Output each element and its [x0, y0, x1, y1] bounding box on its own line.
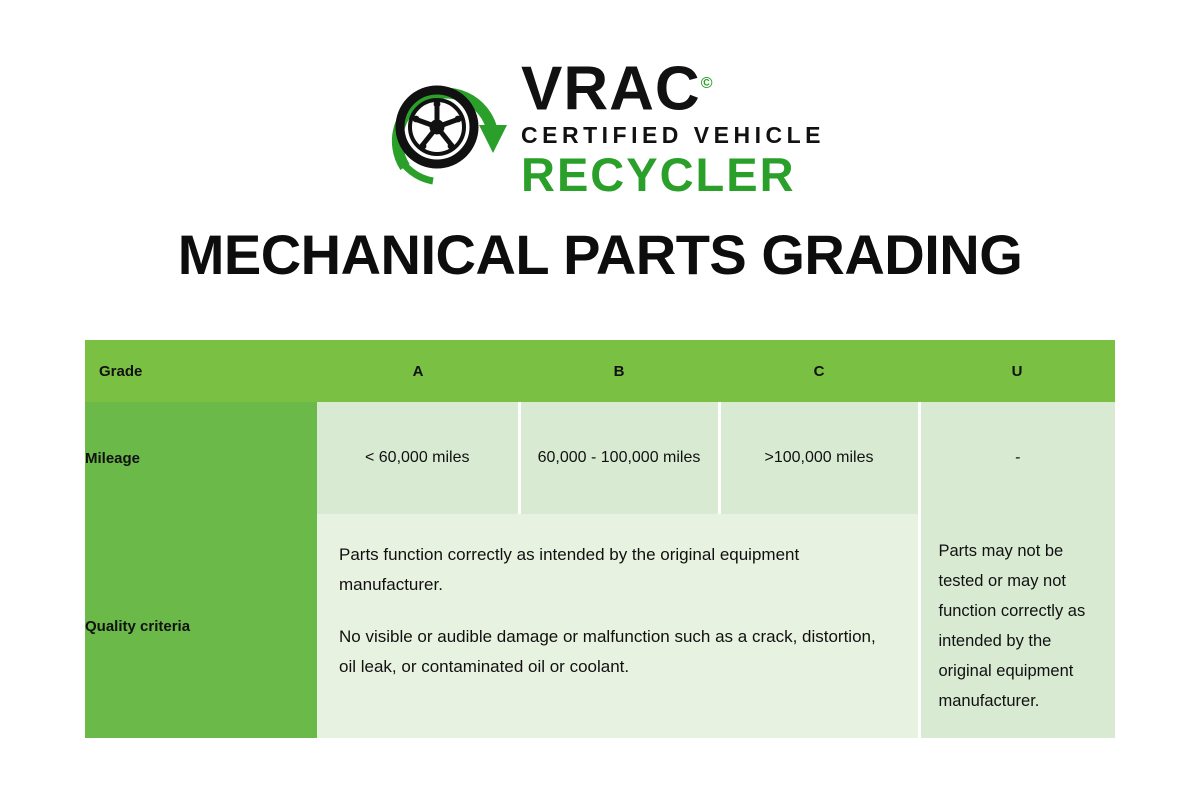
mileage-grade-b: 60,000 - 100,000 miles — [519, 402, 719, 514]
mileage-grade-c: >100,000 miles — [719, 402, 919, 514]
row-label-quality-criteria: Quality criteria — [85, 514, 317, 738]
wheel-recycle-icon — [375, 57, 515, 197]
logo-brand-text: VRAC — [521, 54, 701, 124]
mileage-grade-a: < 60,000 miles — [317, 402, 519, 514]
logo-inner — [375, 55, 825, 199]
quality-paragraph-2: No visible or audible damage or malfunction such as a crack, distortion, oil leak, or contaminated oil or coolant. — [339, 627, 876, 676]
brand-logo — [0, 52, 1200, 202]
header-cell-grade: Grade — [85, 340, 317, 402]
page-title: MECHANICAL PARTS GRADING — [177, 223, 1023, 286]
header-cell-u: U — [919, 340, 1115, 402]
mileage-grade-u: - — [919, 402, 1115, 514]
quality-criteria-abc — [317, 514, 919, 738]
table-row-mileage — [85, 402, 1115, 514]
table-header-row — [85, 340, 1115, 402]
table-row-quality-criteria — [85, 514, 1115, 738]
header-cell-b: B — [519, 340, 719, 402]
logo-brand — [521, 54, 825, 124]
grading-table — [85, 340, 1115, 738]
registered-mark: © — [700, 75, 714, 93]
header-cell-c: C — [719, 340, 919, 402]
row-label-mileage: Mileage — [85, 402, 317, 514]
header-cell-a: A — [317, 340, 519, 402]
logo-recycler: RECYCLER — [521, 147, 796, 201]
quality-criteria-u: Parts may not be tested or may not function correctly as intended by the original equipment manufacturer. — [919, 514, 1115, 738]
logo-wordmark — [521, 55, 825, 199]
quality-paragraph-1: Parts function correctly as intended by the original equipment manufacturer. — [339, 545, 800, 594]
logo-tagline: CERTIFIED VEHICLE — [521, 121, 825, 148]
